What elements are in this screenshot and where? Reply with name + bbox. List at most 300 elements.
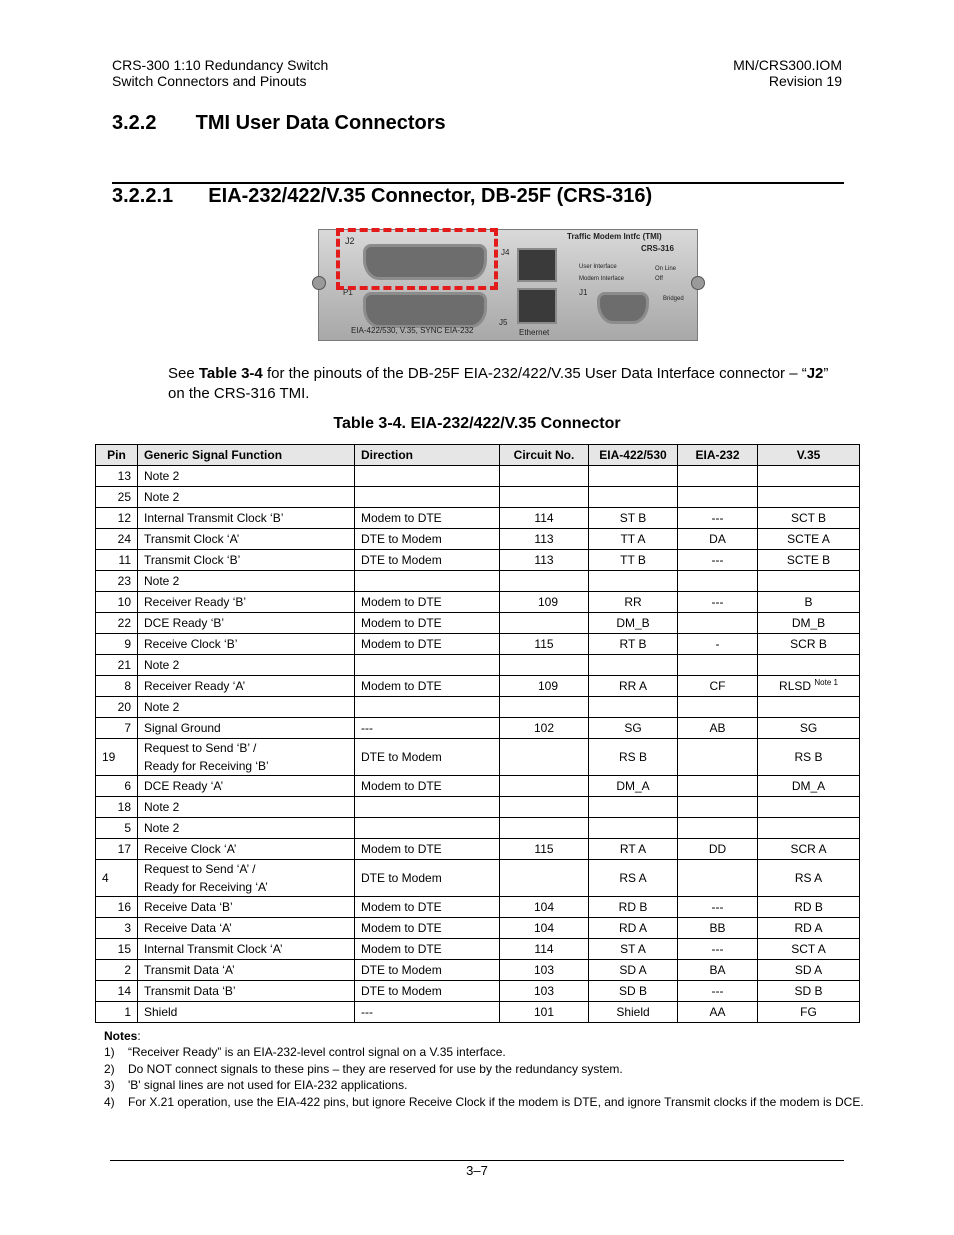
ethernet-connector	[517, 288, 557, 324]
cell-eia232	[678, 797, 758, 818]
cell-function	[138, 939, 355, 960]
cell-text: 25	[117, 490, 131, 504]
cell-pin	[96, 508, 138, 529]
cell-text: DCE Ready ‘B’	[144, 616, 225, 630]
cell-function	[138, 571, 355, 592]
cell-function	[138, 676, 355, 697]
cell-text: SCT A	[791, 942, 826, 956]
cell-direction	[355, 960, 500, 981]
cell-text: RS B	[618, 750, 647, 764]
cell-function	[138, 960, 355, 981]
table-row	[96, 697, 860, 718]
panel-modem-interface: Modem Interface	[579, 276, 625, 282]
cell-pin	[96, 529, 138, 550]
cell-text: Receive Clock ‘B’	[144, 637, 238, 651]
table-row	[96, 466, 860, 487]
table-row	[96, 776, 860, 797]
cell-text: Internal Transmit Clock ‘A’	[144, 942, 283, 956]
cell-text: CF	[709, 679, 726, 693]
table-body	[96, 466, 860, 1023]
cell-text: DD	[708, 842, 727, 856]
cell-circuit	[500, 839, 589, 860]
table-row	[96, 939, 860, 960]
cell-text: Modem to DTE	[361, 679, 442, 693]
note-text: 'B' signal lines are not used for EIA-232 applications.	[128, 1078, 408, 1092]
cell-v35	[758, 1002, 860, 1023]
cell-eia232	[678, 697, 758, 718]
note-1-superscript: Note 1	[814, 678, 838, 687]
cell-circuit	[500, 529, 589, 550]
cell-text: Internal Transmit Clock ‘B’	[144, 511, 284, 525]
cell-direction	[355, 981, 500, 1002]
cell-text: RS A	[794, 871, 823, 885]
header-manual-number: MN/CRS300.IOM	[733, 57, 842, 73]
cell-text: SD A	[619, 963, 647, 977]
cell-text: 20	[117, 700, 131, 714]
cell-text: RD B	[794, 900, 823, 914]
table-row	[96, 550, 860, 571]
cell-text: 104	[533, 900, 555, 914]
cell-eia422	[589, 739, 678, 776]
cell-direction	[355, 818, 500, 839]
cell-eia422	[589, 592, 678, 613]
cell-text: Transmit Clock ‘A’	[144, 532, 240, 546]
cell-direction	[355, 613, 500, 634]
note-item	[104, 1077, 864, 1093]
cell-eia422	[589, 550, 678, 571]
cell-circuit	[500, 818, 589, 839]
cell-text: DTE to Modem	[361, 963, 442, 977]
note-number: 1)	[104, 1045, 115, 1059]
cell-circuit	[500, 466, 589, 487]
cell-eia232	[678, 571, 758, 592]
cell-pin	[96, 818, 138, 839]
cell-v35	[758, 860, 860, 897]
notes-heading-text: Notes	[104, 1029, 138, 1043]
cell-pin	[96, 860, 138, 897]
cell-v35	[758, 655, 860, 676]
cell-direction	[355, 571, 500, 592]
cell-function	[138, 697, 355, 718]
cell-text: ---	[711, 984, 724, 998]
cell-text: SCTE A	[787, 532, 830, 546]
cell-pin	[96, 550, 138, 571]
cell-function	[138, 860, 355, 897]
cell-v35	[758, 592, 860, 613]
cell-text: Receiver Ready ‘B’	[144, 595, 247, 609]
page-number: 3–7	[466, 1163, 488, 1178]
cell-pin	[96, 592, 138, 613]
cell-eia422	[589, 529, 678, 550]
cell-text: FG	[800, 1005, 817, 1019]
cell-circuit	[500, 860, 589, 897]
cell-text: 103	[533, 963, 555, 977]
cell-text-line2: Ready for Receiving ‘B’	[144, 759, 269, 773]
cell-text: AB	[709, 721, 726, 735]
header-generic-signal-function: Generic Signal Function	[138, 445, 355, 466]
cell-eia422	[589, 818, 678, 839]
cell-direction	[355, 487, 500, 508]
cell-eia232	[678, 655, 758, 676]
cell-text: 103	[533, 984, 555, 998]
table-row	[96, 508, 860, 529]
cell-eia422	[589, 981, 678, 1002]
cell-function	[138, 466, 355, 487]
subsection-heading	[112, 185, 652, 208]
cell-function	[138, 839, 355, 860]
cell-circuit	[500, 718, 589, 739]
cell-circuit	[500, 739, 589, 776]
cell-text: 17	[117, 842, 131, 856]
cell-text: RT B	[619, 637, 647, 651]
notes-block	[104, 1028, 864, 1118]
cell-direction	[355, 529, 500, 550]
cell-text: Transmit Data ‘A’	[144, 963, 235, 977]
intro-text-2: ”	[823, 365, 829, 382]
cell-text: ---	[711, 553, 724, 567]
cell-v35	[758, 550, 860, 571]
cell-text: Modem to DTE	[361, 616, 442, 630]
header-eia-422-530: EIA-422/530	[589, 445, 678, 466]
cell-text: DTE to Modem	[361, 532, 442, 546]
cell-function	[138, 1002, 355, 1023]
cell-text: TT A	[620, 532, 646, 546]
cell-direction	[355, 860, 500, 897]
panel-bottom-label: EIA-422/530, V.35, SYNC EIA-232	[351, 326, 474, 335]
note-number: 2)	[104, 1061, 115, 1076]
cell-eia232	[678, 613, 758, 634]
cell-direction	[355, 918, 500, 939]
cell-direction	[355, 1002, 500, 1023]
cell-text: BA	[709, 963, 726, 977]
table-row	[96, 613, 860, 634]
cell-eia422	[589, 776, 678, 797]
cell-text: RLSD	[779, 679, 812, 693]
cell-text: 109	[537, 595, 559, 609]
cell-text: ---	[361, 1005, 373, 1019]
intro-line-2: on the CRS-316 TMI.	[168, 385, 310, 402]
cell-v35	[758, 918, 860, 939]
cell-text: SCT B	[790, 511, 827, 525]
cell-text: DM_B	[791, 616, 826, 630]
cell-circuit	[500, 797, 589, 818]
cell-v35	[758, 466, 860, 487]
cell-text: DM_B	[616, 616, 650, 630]
cell-text: Signal Ground	[144, 721, 221, 735]
table-row	[96, 634, 860, 655]
cell-text: Note 2	[144, 800, 180, 814]
cell-eia422	[589, 571, 678, 592]
cell-text: Note 2	[144, 821, 180, 835]
right-screw-icon	[691, 276, 705, 290]
table-row	[96, 571, 860, 592]
cell-v35	[758, 897, 860, 918]
cell-eia232	[678, 1002, 758, 1023]
cell-function	[138, 613, 355, 634]
cell-pin	[96, 1002, 138, 1023]
cell-text: SD B	[794, 984, 823, 998]
cell-text: RD A	[794, 921, 823, 935]
cell-direction	[355, 634, 500, 655]
table-row	[96, 655, 860, 676]
note-text: For X.21 operation, use the EIA-422 pins, but ignore Receive Clock if the modem is DTE, and ignore Transmit clocks if the modem is DCE.	[128, 1094, 864, 1109]
cell-text: Note 2	[144, 574, 180, 588]
cell-direction	[355, 655, 500, 676]
cell-text: Receiver Ready ‘A’	[144, 679, 246, 693]
cell-text: 15	[117, 942, 131, 956]
cell-text: SD B	[618, 984, 647, 998]
cell-text: Shield	[616, 1005, 650, 1019]
table-row	[96, 676, 860, 697]
cell-eia422	[589, 508, 678, 529]
header-left	[112, 57, 328, 89]
label-j2: J2	[345, 236, 355, 246]
note-text: “Receiver Ready” is an EIA-232-level control signal on a V.35 interface.	[128, 1045, 506, 1059]
intro-j2: J2	[806, 365, 824, 382]
cell-text: Note 2	[144, 658, 180, 672]
cell-text: DM_A	[616, 779, 650, 793]
db25-connector-p1	[363, 292, 487, 328]
cell-text: RS A	[619, 871, 647, 885]
cell-text: 8	[124, 679, 131, 693]
cell-text: 23	[117, 574, 131, 588]
cell-text: RR	[624, 595, 642, 609]
db9-connector-j1	[597, 292, 649, 324]
cell-text: 2	[124, 963, 131, 977]
cell-pin	[96, 776, 138, 797]
cell-pin	[96, 918, 138, 939]
cell-circuit	[500, 676, 589, 697]
cell-text: 7	[124, 721, 131, 735]
cell-text: Receive Data ‘B’	[144, 900, 233, 914]
cell-direction	[355, 897, 500, 918]
cell-eia232	[678, 960, 758, 981]
cell-v35	[758, 960, 860, 981]
label-p1: P1	[343, 288, 353, 297]
cell-pin	[96, 960, 138, 981]
cell-text: 5	[124, 821, 131, 835]
section-heading	[112, 112, 446, 135]
cell-text: 19	[102, 750, 116, 764]
cell-eia232	[678, 897, 758, 918]
cell-circuit	[500, 550, 589, 571]
cell-text: DTE to Modem	[361, 984, 442, 998]
cell-eia232	[678, 634, 758, 655]
cell-direction	[355, 776, 500, 797]
panel-title: Traffic Modem Intfc (TMI)	[567, 232, 662, 241]
cell-eia422	[589, 676, 678, 697]
cell-eia422	[589, 466, 678, 487]
cell-function	[138, 487, 355, 508]
cell-text: DCE Ready ‘A’	[144, 779, 224, 793]
table-row	[96, 960, 860, 981]
cell-text: Modem to DTE	[361, 921, 442, 935]
cell-text: Transmit Clock ‘B’	[144, 553, 241, 567]
cell-v35	[758, 718, 860, 739]
cell-text: 18	[117, 800, 131, 814]
cell-eia232	[678, 981, 758, 1002]
intro-see: See	[168, 365, 199, 382]
header-document-title: CRS-300 1:10 Redundancy Switch	[112, 57, 329, 73]
cell-eia422	[589, 634, 678, 655]
cell-v35	[758, 487, 860, 508]
table-row	[96, 818, 860, 839]
cell-text: Request to Send ‘A’ /	[144, 862, 256, 876]
cell-eia422	[589, 718, 678, 739]
cell-direction	[355, 466, 500, 487]
cell-eia232	[678, 592, 758, 613]
cell-text: Note 2	[144, 469, 180, 483]
pinout-table	[95, 444, 860, 1023]
cell-text: RS B	[794, 750, 823, 764]
cell-pin	[96, 634, 138, 655]
cell-text: 1	[124, 1005, 131, 1019]
cell-eia422	[589, 487, 678, 508]
header-v35: V.35	[758, 445, 860, 466]
cell-v35	[758, 818, 860, 839]
cell-function	[138, 897, 355, 918]
panel-ethernet-label: Ethernet	[519, 328, 550, 337]
cell-text: 102	[533, 721, 555, 735]
cell-v35	[758, 571, 860, 592]
cell-eia422	[589, 655, 678, 676]
cell-text: 4	[102, 871, 109, 885]
cell-text: RR A	[618, 679, 647, 693]
cell-eia232	[678, 739, 758, 776]
cell-pin	[96, 466, 138, 487]
cell-text: DTE to Modem	[361, 553, 442, 567]
cell-eia232	[678, 466, 758, 487]
cell-v35	[758, 939, 860, 960]
cell-pin	[96, 797, 138, 818]
cell-eia232	[678, 529, 758, 550]
cell-circuit	[500, 655, 589, 676]
cell-text: SG	[624, 721, 642, 735]
note-item	[104, 1061, 864, 1077]
cell-text: BB	[709, 921, 726, 935]
table-row	[96, 797, 860, 818]
cell-eia422	[589, 697, 678, 718]
cell-eia232	[678, 487, 758, 508]
table-row	[96, 487, 860, 508]
cell-text: 6	[124, 779, 131, 793]
table-row	[96, 860, 860, 897]
table-row	[96, 529, 860, 550]
cell-direction	[355, 839, 500, 860]
cell-text: ---	[711, 511, 724, 525]
cell-text: 16	[117, 900, 131, 914]
cell-text: SCTE B	[786, 553, 831, 567]
note-item	[104, 1044, 864, 1060]
cell-text: 114	[534, 511, 554, 525]
cell-text: Modem to DTE	[361, 942, 442, 956]
cell-circuit	[500, 981, 589, 1002]
cell-text: Receive Data ‘A’	[144, 921, 232, 935]
table-row	[96, 897, 860, 918]
cell-text: 114	[534, 942, 554, 956]
label-j1: J1	[579, 288, 588, 297]
cell-function	[138, 592, 355, 613]
cell-text: 14	[117, 984, 131, 998]
notes-colon: :	[137, 1029, 141, 1043]
header-circuit-no: Circuit No.	[500, 445, 589, 466]
cell-eia422	[589, 860, 678, 897]
cell-function	[138, 918, 355, 939]
rj-connector-j4	[517, 248, 557, 282]
cell-text: RD A	[618, 921, 647, 935]
cell-text: 113	[534, 532, 554, 546]
table-row	[96, 718, 860, 739]
section-number: 3.2.2	[112, 112, 157, 134]
panel-off: Off	[655, 276, 663, 282]
cell-direction	[355, 939, 500, 960]
cell-text: ST A	[620, 942, 646, 956]
cell-eia422	[589, 918, 678, 939]
cell-circuit	[500, 897, 589, 918]
cell-direction	[355, 676, 500, 697]
cell-text: SCR B	[790, 637, 827, 651]
cell-function	[138, 739, 355, 776]
cell-text: -	[715, 637, 720, 651]
intro-paragraph	[168, 364, 848, 404]
table-row	[96, 592, 860, 613]
cell-text: ---	[711, 595, 724, 609]
cell-pin	[96, 981, 138, 1002]
cell-text: SG	[799, 721, 818, 735]
cell-eia232	[678, 860, 758, 897]
panel-bridged: Bridged	[663, 296, 684, 302]
cell-eia422	[589, 797, 678, 818]
cell-text: 109	[537, 679, 559, 693]
cell-text: Shield	[144, 1005, 178, 1019]
footer-rule	[110, 1160, 844, 1161]
panel-user-interface: User Interface	[579, 264, 617, 270]
cell-text: AA	[709, 1005, 726, 1019]
cell-text: SD A	[794, 963, 823, 977]
cell-text: DTE to Modem	[361, 750, 442, 764]
cell-eia422	[589, 839, 678, 860]
cell-function	[138, 655, 355, 676]
cell-eia422	[589, 613, 678, 634]
table-row	[96, 918, 860, 939]
cell-v35	[758, 697, 860, 718]
cell-v35	[758, 739, 860, 776]
cell-function	[138, 529, 355, 550]
cell-text: SCR A	[790, 842, 827, 856]
header-right	[733, 57, 842, 89]
cell-text: DM_A	[791, 779, 826, 793]
cell-pin	[96, 676, 138, 697]
cell-circuit	[500, 571, 589, 592]
cell-pin	[96, 939, 138, 960]
cell-v35	[758, 529, 860, 550]
cell-eia232	[678, 776, 758, 797]
cell-text: 11	[118, 553, 131, 567]
subsection-number: 3.2.2.1	[112, 185, 174, 207]
cell-text: Modem to DTE	[361, 900, 442, 914]
cell-function	[138, 550, 355, 571]
cell-eia422	[589, 939, 678, 960]
cell-text: B	[804, 595, 813, 609]
table-row	[96, 1002, 860, 1023]
cell-text: DTE to Modem	[361, 871, 442, 885]
header-pin: Pin	[96, 445, 138, 466]
note-number: 4)	[104, 1094, 115, 1109]
cell-pin	[96, 655, 138, 676]
cell-eia232	[678, 918, 758, 939]
cell-pin	[96, 487, 138, 508]
cell-text: Modem to DTE	[361, 595, 442, 609]
